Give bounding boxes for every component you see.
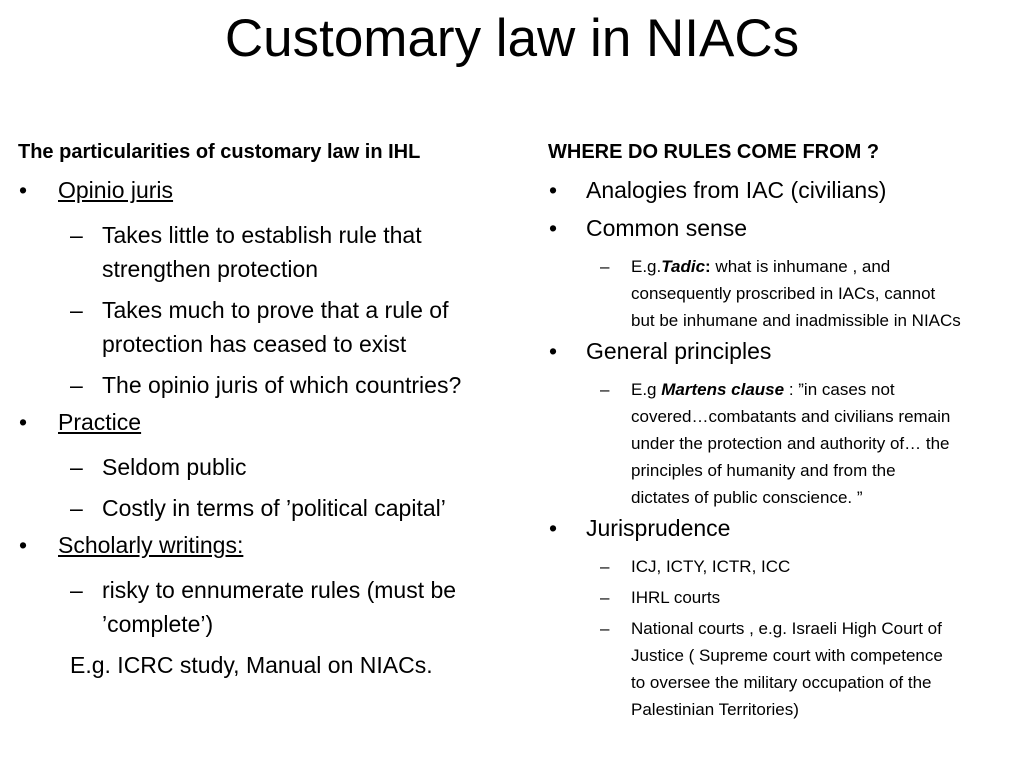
subitem-martens: [548, 376, 1024, 511]
subitem-line: consequently proscribed in IACs, cannot: [631, 284, 936, 303]
subitem: [18, 293, 526, 361]
bullet-jurisprudence: [548, 515, 1024, 542]
subitem: [548, 615, 1024, 723]
subitem-tadic: [548, 253, 1024, 334]
bullet-marker: •: [549, 215, 558, 241]
bullet-analogies: [548, 177, 1024, 204]
dash-marker: –: [70, 454, 83, 480]
subitem-line: Costly in terms of ’political capital’: [102, 495, 446, 521]
bullet-label: Opinio juris: [58, 177, 174, 203]
dash-marker: –: [600, 557, 610, 576]
bullet-label: Common sense: [586, 215, 748, 241]
subitem-line: risky to ennumerate rules (must be: [102, 577, 457, 603]
right-heading: WHERE DO RULES COME FROM ?: [548, 141, 880, 163]
bullet-marker: •: [19, 177, 28, 203]
bullet-marker: •: [19, 409, 28, 435]
martens-term: Martens clause: [661, 380, 785, 399]
subitem-line: but be inhumane and inadmissible in NIACs: [631, 311, 961, 330]
subitem: [18, 218, 526, 286]
subitem: [548, 584, 1024, 611]
dash-marker: –: [70, 495, 83, 521]
dash-marker: –: [600, 619, 610, 638]
bullet-general-principles: [548, 338, 1024, 365]
dash-marker: –: [70, 297, 83, 323]
tadic-colon: :: [705, 257, 711, 276]
tadic-prefix: E.g.: [631, 257, 662, 276]
subitem-line: [631, 376, 1024, 403]
subitem-line: Takes much to prove that a rule of: [102, 297, 449, 323]
tadic-text: what is inhumane , and: [710, 257, 891, 276]
subitem: [18, 573, 526, 641]
dash-marker: –: [70, 577, 83, 603]
bullet-label: Analogies from IAC (civilians): [586, 177, 887, 203]
subitem-line: covered…combatants and civilians remain: [631, 407, 951, 426]
subitem-line: principles of humanity and from the: [631, 461, 896, 480]
bullet-label: Practice: [58, 409, 142, 435]
subitem-line: National courts , e.g. Israeli High Court of: [631, 619, 942, 638]
example-note: E.g. ICRC study, Manual on NIACs.: [70, 652, 433, 678]
slide-title: Customary law in NIACs: [224, 9, 800, 68]
bullet-label: Scholarly writings:: [58, 532, 244, 558]
bullet-label: General principles: [586, 338, 772, 364]
subitem-line: to oversee the military occupation of the: [631, 673, 932, 692]
bullet-marker: •: [549, 177, 558, 203]
tadic-term: Tadic: [661, 257, 706, 276]
bullet-common-sense: [548, 215, 1024, 242]
bullet-marker: •: [549, 515, 558, 541]
left-column: [18, 140, 526, 682]
bullet-label: Jurisprudence: [586, 515, 731, 541]
right-column: [548, 140, 1024, 727]
dash-marker: –: [600, 257, 610, 276]
subitem: [18, 491, 526, 525]
subitem-line: IHRL courts: [631, 588, 721, 607]
martens-text: : ”in cases not: [784, 380, 895, 399]
subitem-line: under the protection and authority of… the: [631, 434, 950, 453]
dash-marker: –: [70, 222, 83, 248]
subitem-line: dictates of public conscience. ”: [631, 488, 863, 507]
martens-prefix: E.g: [631, 380, 662, 399]
subitem-line: ICJ, ICTY, ICTR, ICC: [631, 557, 791, 576]
subitem-line: Seldom public: [102, 454, 247, 480]
left-heading: The particularities of customary law in IHL: [18, 141, 421, 163]
subitem: [548, 553, 1024, 580]
subitem-line: ’complete’): [102, 611, 214, 637]
subitem-line: Justice ( Supreme court with competence: [631, 646, 943, 665]
bullet-marker: •: [19, 532, 28, 558]
dash-marker: –: [600, 380, 610, 399]
dash-marker: –: [70, 372, 83, 398]
dash-marker: –: [600, 588, 610, 607]
subitem: [18, 368, 526, 402]
bullet-practice: [18, 409, 526, 436]
bullet-opinio-juris: [18, 177, 526, 204]
bullet-scholarly-writings: [18, 532, 526, 559]
subitem-line: protection has ceased to exist: [102, 331, 407, 357]
subitem-line: [631, 253, 1024, 280]
bullet-marker: •: [549, 338, 558, 364]
subitem-line: strengthen protection: [102, 256, 319, 282]
subitem-line: Palestinian Territories): [631, 700, 799, 719]
subitem: [18, 450, 526, 484]
subitem-line: The opinio juris of which countries?: [102, 372, 462, 398]
subitem-line: Takes little to establish rule that: [102, 222, 422, 248]
